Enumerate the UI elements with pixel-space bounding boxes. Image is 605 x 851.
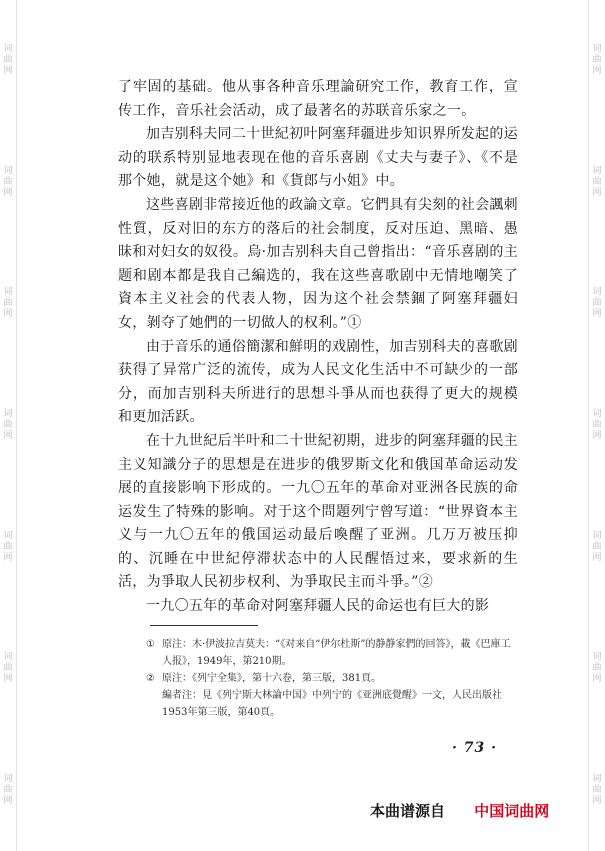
watermark-unit bbox=[3, 652, 12, 685]
body-paragraph-4: 由于音乐的通俗簡潔和鮮明的戏剧性，加吉别科夫的喜歌剧获得了异常广泛的流传，成为人民文化生活中不可缺少的一部分，而加吉别科夫所进行的思想斗爭从而也获得了更大的规模和更加活跃。 bbox=[118, 338, 518, 426]
watermark-glyph: 曲 bbox=[3, 784, 13, 795]
footnote-text: 原注：木·伊波拉吉莫夫：“《对来自“伊尔杜斯”的静静家們的回答》，載《巴庫工人报》，1949年，第210期。 bbox=[162, 639, 511, 667]
watermark-unit bbox=[592, 409, 601, 442]
watermark-glyph: 词 bbox=[592, 652, 602, 663]
credit-source-label: 本曲谱源自 bbox=[370, 802, 446, 820]
watermark-glyph: 网 bbox=[3, 187, 13, 198]
watermark-unit bbox=[3, 166, 12, 199]
watermark-glyph: 曲 bbox=[3, 419, 13, 430]
watermark-unit bbox=[592, 774, 601, 807]
watermark-glyph: 网 bbox=[3, 795, 13, 806]
page-number: · 73 · bbox=[452, 740, 497, 756]
watermark-unit bbox=[3, 409, 12, 442]
footnotes bbox=[146, 636, 518, 721]
watermark-glyph: 词 bbox=[3, 530, 13, 541]
watermark-glyph: 词 bbox=[592, 530, 602, 541]
watermark-glyph: 词 bbox=[3, 773, 13, 784]
left-watermark-strip bbox=[0, 0, 17, 851]
watermark-glyph: 曲 bbox=[592, 176, 602, 187]
footnote-2 bbox=[146, 670, 518, 687]
watermark-glyph: 词 bbox=[592, 408, 602, 419]
watermark-glyph: 词 bbox=[3, 652, 13, 663]
watermark-glyph: 网 bbox=[592, 674, 602, 685]
footnote-3 bbox=[146, 687, 518, 721]
watermark-unit bbox=[3, 44, 12, 77]
footnote-divider bbox=[150, 625, 258, 626]
watermark-glyph: 网 bbox=[3, 430, 13, 441]
watermark-unit bbox=[592, 166, 601, 199]
watermark-glyph: 网 bbox=[3, 309, 13, 320]
right-watermark-strip bbox=[588, 0, 605, 851]
watermark-glyph: 网 bbox=[592, 309, 602, 320]
watermark-glyph: 词 bbox=[592, 773, 602, 784]
footnote-marker: ① bbox=[146, 639, 155, 650]
editor-note-text: 編者注：見《列宁斯大林論中国》中列宁的《亚洲底覺醒》一文，人民出版社1953年第三版，第40頁。 bbox=[162, 690, 502, 718]
footnote-marker: ② bbox=[146, 673, 155, 684]
watermark-glyph: 词 bbox=[3, 287, 13, 298]
watermark-glyph: 曲 bbox=[3, 663, 13, 674]
watermark-unit bbox=[3, 287, 12, 320]
watermark-glyph: 曲 bbox=[592, 541, 602, 552]
watermark-glyph: 词 bbox=[3, 44, 13, 55]
watermark-glyph: 曲 bbox=[3, 176, 13, 187]
watermark-glyph: 曲 bbox=[592, 663, 602, 674]
watermark-glyph: 词 bbox=[592, 287, 602, 298]
watermark-unit bbox=[3, 774, 12, 807]
watermark-glyph: 曲 bbox=[3, 55, 13, 66]
watermark-glyph: 曲 bbox=[592, 784, 602, 795]
body-paragraph-5: 在十九世紀后半叶和二十世紀初期，进步的阿塞拜疆的民主主义知識分子的思想是在进步的俄罗斯文化和俄国革命运动发展的直接影响下形成的。一九〇五年的革命对亚洲各民族的命运发生了特殊的影响。对于这个問題列宁曾写道：“世界資本主义与一九〇五年的俄国运动最后喚醒了亚洲。几万万被压抑的、沉睡在中世紀停滞状态中的人民醒悟过来，要求新的生活，为爭取人民初步权利、为爭取民主而斗爭。”② bbox=[118, 432, 518, 591]
watermark-glyph: 曲 bbox=[592, 298, 602, 309]
watermark-unit bbox=[3, 531, 12, 564]
watermark-glyph: 网 bbox=[592, 552, 602, 563]
watermark-glyph: 曲 bbox=[3, 541, 13, 552]
watermark-glyph: 网 bbox=[3, 674, 13, 685]
page-body bbox=[118, 76, 518, 619]
watermark-unit bbox=[592, 531, 601, 564]
body-paragraph-2: 加吉别科夫同二十世紀初叶阿塞拜疆进步知识界所发起的运动的联系特别显地表现在他的音乐喜剧《丈夫与妻子》、《不是那个她，就是这个她》和《貨郎与小姐》中。 bbox=[118, 126, 518, 190]
watermark-glyph: 网 bbox=[592, 795, 602, 806]
watermark-glyph: 词 bbox=[592, 44, 602, 55]
footnote-text: 原注：《列宁全集》，第十六卷，第三版，381頁。 bbox=[162, 673, 382, 684]
watermark-glyph: 词 bbox=[3, 408, 13, 419]
watermark-unit bbox=[592, 287, 601, 320]
watermark-unit bbox=[592, 652, 601, 685]
watermark-glyph: 词 bbox=[3, 165, 13, 176]
watermark-glyph: 网 bbox=[3, 552, 13, 563]
watermark-glyph: 曲 bbox=[3, 298, 13, 309]
watermark-glyph: 曲 bbox=[592, 55, 602, 66]
watermark-glyph: 网 bbox=[3, 66, 13, 77]
watermark-glyph: 词 bbox=[592, 165, 602, 176]
body-paragraph-3: 这些喜剧非常接近他的政論文章。它們具有尖刻的社会諷刺性質，反对旧的东方的落后的社会制度，反对压迫、黑暗、愚昧和对妇女的奴役。烏·加吉别科夫自己曾指出：“音乐喜剧的主题和剧本都是我自己編选的，我在这些喜歌剧中无情地嘲笑了資本主义社会的代表人物，因为这个社会禁錮了阿塞拜疆妇女，剝夺了她們的一切做人的权利。”① bbox=[118, 196, 518, 331]
watermark-glyph: 网 bbox=[592, 430, 602, 441]
watermark-glyph: 网 bbox=[592, 66, 602, 77]
body-paragraph-6: 一九〇五年的革命对阿塞拜疆人民的命运也有巨大的影 bbox=[146, 598, 490, 615]
body-paragraph-1: 了牢固的基础。他从事各种音乐理論研究工作，教育工作，宣传工作，音乐社会活动，成了最著名的苏联音乐家之一。 bbox=[118, 79, 518, 119]
credit-site-name[interactable]: 中国词曲网 bbox=[474, 802, 550, 820]
footer-credit bbox=[370, 800, 549, 821]
footnote-marker bbox=[146, 687, 162, 721]
watermark-glyph: 曲 bbox=[592, 419, 602, 430]
footnote-1 bbox=[146, 636, 518, 670]
watermark-unit bbox=[592, 44, 601, 77]
watermark-glyph: 网 bbox=[592, 187, 602, 198]
